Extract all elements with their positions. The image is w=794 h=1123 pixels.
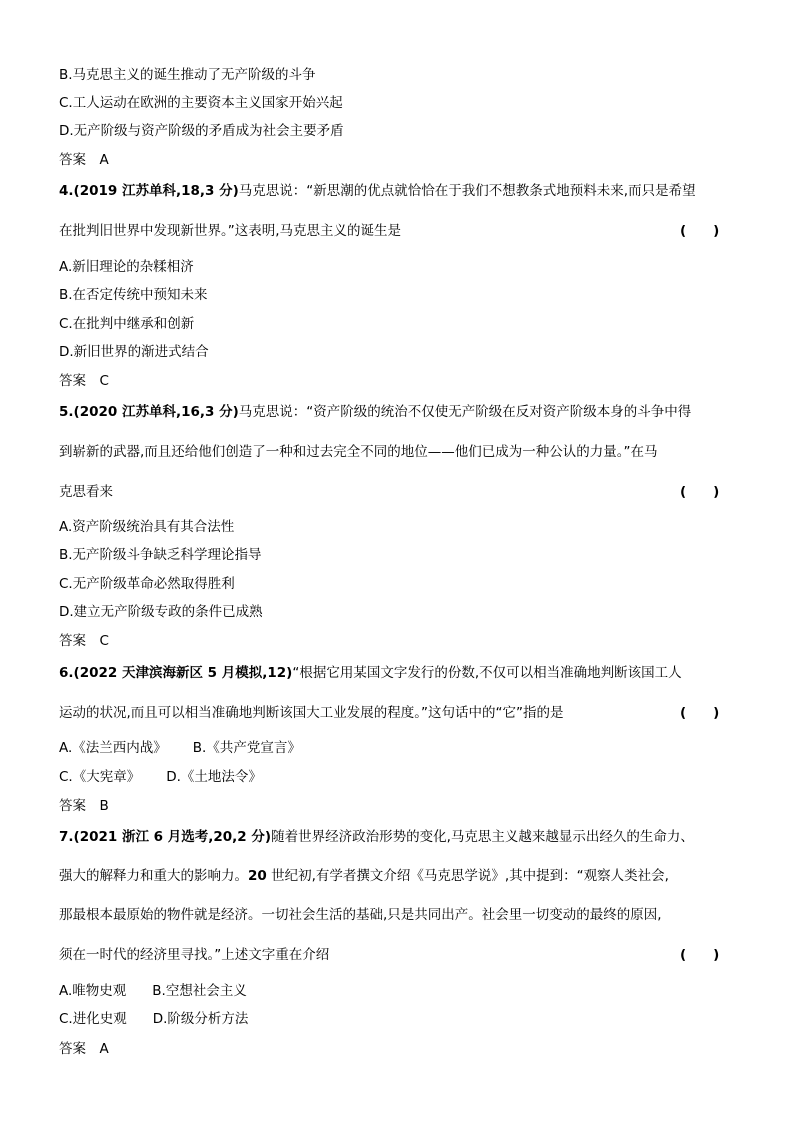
q6-option-a: A.《法兰西内战》	[59, 740, 167, 756]
q7-options-row-2	[59, 1010, 248, 1028]
q4-answer: 答案 C	[59, 373, 109, 389]
q5-stem-1: 马克思说：“资产阶级的统治不仅使无产阶级在反对资产阶级本身的斗争中得	[238, 404, 692, 420]
q4-stem-line-2: 在批判旧世界中发现新世界。”这表明,马克思主义的诞生是	[59, 223, 402, 239]
q7-answer-blank: ( )	[680, 947, 720, 963]
q6-options-row-1	[59, 739, 301, 757]
q7-stem-line-4: 须在一时代的经济里寻找。”上述文字重在介绍	[59, 947, 330, 963]
q7-option-b: B.空想社会主义	[152, 983, 247, 999]
q5-answer: 答案 C	[59, 633, 109, 649]
q4-option-d: D.新旧世界的渐进式结合	[59, 344, 209, 360]
q4-stem-1: 马克思说：“新思潮的优点就恰恰在于我们不想教条式地预料未来,而只是希望	[238, 183, 696, 199]
q5-stem-line-3: 克思看来	[59, 484, 113, 500]
q6-answer: 答案 B	[59, 798, 109, 814]
q4-answer-blank: ( )	[680, 223, 720, 239]
q5-option-c: C.无产阶级革命必然取得胜利	[59, 576, 235, 592]
q6-answer-blank: ( )	[680, 705, 720, 721]
q5-option-a: A.资产阶级统治具有其合法性	[59, 519, 235, 535]
q3-option-d: D.无产阶级与资产阶级的矛盾成为社会主要矛盾	[59, 123, 344, 139]
q6-stem-1: “根据它用某国文字发行的份数,不仅可以相当准确地判断该国工人	[292, 665, 682, 681]
q6-option-d: D.《土地法令》	[166, 769, 262, 785]
q6-stem-line-1	[59, 664, 682, 682]
q5-option-b: B.无产阶级斗争缺乏科学理论指导	[59, 547, 262, 563]
q4-option-a: A.新旧理论的杂糅相济	[59, 259, 194, 275]
q7-option-d: D.阶级分析方法	[152, 1011, 249, 1027]
q7-stem-1: 随着世界经济政治形势的变化,马克思主义越来越显示出经久的生命力、	[271, 829, 694, 845]
q6-source: 6.(2022 天津滨海新区 5 月模拟,12)	[59, 665, 293, 681]
q5-source: 5.(2020 江苏单科,16,3 分)	[59, 404, 239, 420]
q5-option-d: D.建立无产阶级专政的条件已成熟	[59, 604, 263, 620]
q7-source: 7.(2021 浙江 6 月选考,20,2 分)	[59, 829, 272, 845]
q7-stem-2a: 强大的解释力和重大的影响力。	[59, 868, 248, 884]
q5-stem-line-2: 到崭新的武器,而且还给他们创造了一种和过去完全不同的地位——他们已成为一种公认的力量。”在马	[59, 444, 658, 460]
q5-answer-blank: ( )	[680, 484, 720, 500]
q4-option-c: C.在批判中继承和创新	[59, 316, 195, 332]
q7-stem-2b: 20	[248, 868, 267, 884]
q3-answer: 答案 A	[59, 152, 109, 168]
q4-option-b: B.在否定传统中预知未来	[59, 287, 208, 303]
q6-option-c: C.《大宪章》	[59, 769, 141, 785]
q6-stem-line-2: 运动的状况,而且可以相当准确地判断该国大工业发展的程度。”这句话中的“它”指的是	[59, 705, 564, 721]
q4-stem-line-1	[59, 182, 696, 200]
q7-options-row-1	[59, 982, 247, 1000]
q3-option-c: C.工人运动在欧洲的主要资本主义国家开始兴起	[59, 95, 343, 111]
q7-stem-line-3: 那最根本最原始的物件就是经济。一切社会生活的基础,只是共同出产。社会里一切变动的最终的原因,	[59, 907, 662, 923]
q5-stem-line-1	[59, 403, 691, 421]
q7-stem-2c: 世纪初,有学者撰文介绍《马克思学说》,其中提到：“观察人类社会,	[266, 868, 669, 884]
q3-option-b: B.马克思主义的诞生推动了无产阶级的斗争	[59, 67, 316, 83]
q7-option-c: C.进化史观	[59, 1011, 127, 1027]
q7-answer: 答案 A	[59, 1041, 109, 1057]
q7-option-a: A.唯物史观	[59, 983, 127, 999]
q6-options-row-2	[59, 768, 262, 786]
q7-stem-line-1	[59, 828, 694, 846]
q6-option-b: B.《共产党宣言》	[192, 740, 301, 756]
q4-source: 4.(2019 江苏单科,18,3 分)	[59, 183, 239, 199]
q7-stem-line-2	[59, 867, 669, 885]
